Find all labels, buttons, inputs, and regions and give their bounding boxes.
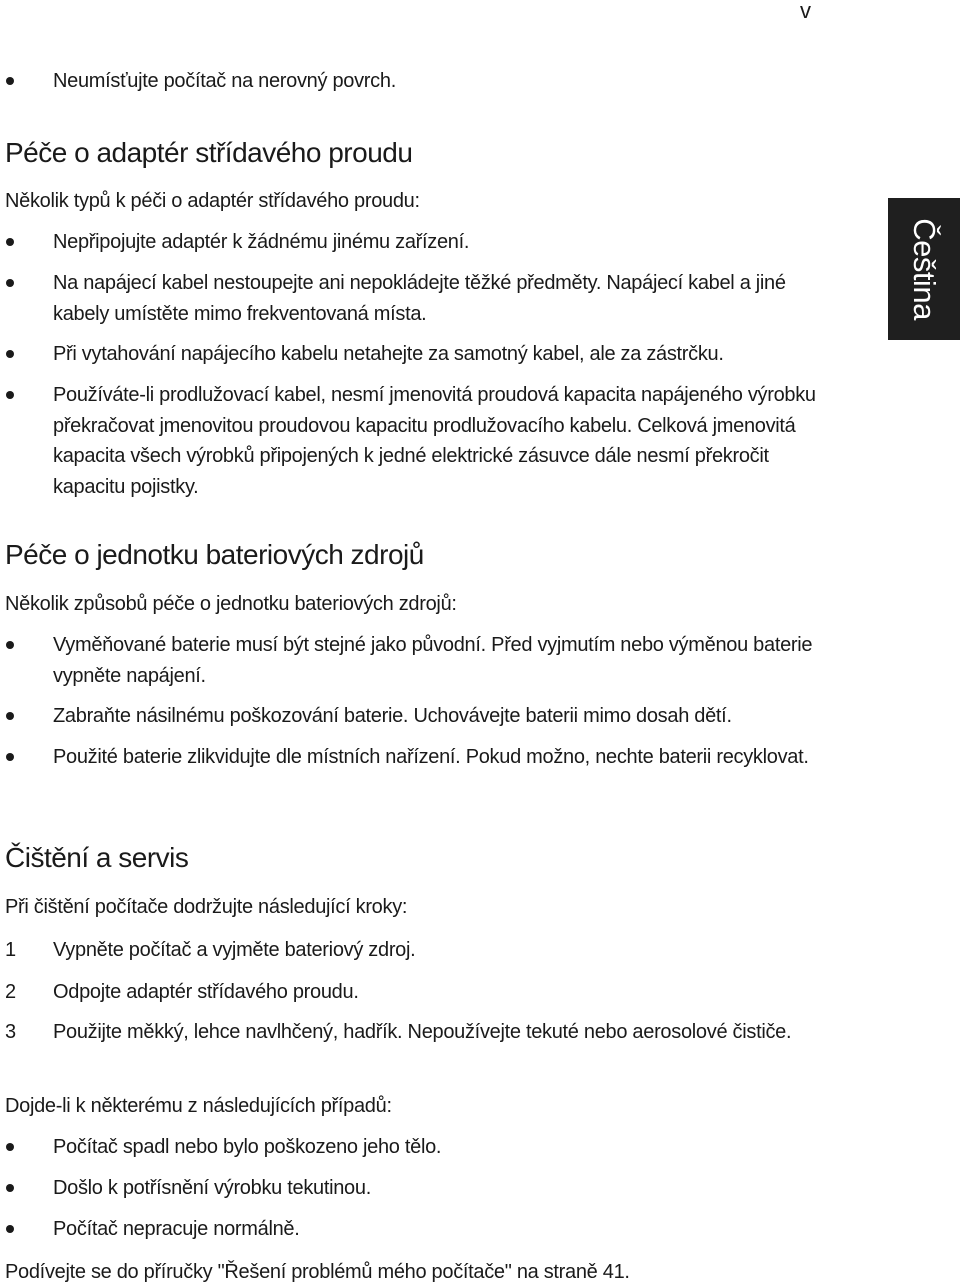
list-item-text: Vyměňované baterie musí být stejné jako původní. Před vyjmutím nebo výměnou baterie vypněte napájení. xyxy=(53,634,813,687)
page-number: v xyxy=(800,0,811,23)
list-item xyxy=(5,630,835,691)
numbered-step xyxy=(5,1017,835,1048)
cases-intro: Dojde-li k některému z následujících případů: xyxy=(5,1095,392,1117)
language-tab xyxy=(888,198,960,340)
list-item xyxy=(5,1173,835,1204)
section-intro-adapter: Několik typů k péči o adaptér střídavého proudu: xyxy=(5,190,420,212)
list-item-text: Nepřipojujte adaptér k žádnému jinému zařízení. xyxy=(53,231,470,253)
numbered-step xyxy=(5,977,835,1008)
step-text: Odpojte adaptér střídavého proudu. xyxy=(53,981,359,1003)
footer-reference: Podívejte se do příručky "Řešení problémů mého počítače" na straně 41. xyxy=(5,1261,630,1283)
list-item-text: Neumísťujte počítač na nerovný povrch. xyxy=(53,70,396,92)
section-heading-battery: Péče o jednotku bateriových zdrojů xyxy=(5,539,424,570)
list-item-text: Při vytahování napájecího kabelu netahejte za samotný kabel, ale za zástrčku. xyxy=(53,343,724,365)
language-tab-label: Čeština xyxy=(907,218,943,320)
list-item-text: Používáte-li prodlužovací kabel, nesmí jmenovitá proudová kapacita napájeného výrobku překračovat jmenovitou proudovou kapacitu prodlužovacího kabelu. Celková jmenovitá kapacita všech výrobků připojených k jedné elektrické zásuvce dále nesmí překročit kapacitu pojistky. xyxy=(53,384,816,498)
step-text: Použijte měkký, lehce navlhčený, hadřík. Nepoužívejte tekuté nebo aerosolové čističe. xyxy=(53,1021,792,1043)
section-heading-cleaning: Čištění a servis xyxy=(5,842,189,873)
step-number: 1 xyxy=(5,939,16,961)
step-number: 3 xyxy=(5,1021,16,1043)
list-item xyxy=(5,66,835,97)
list-item xyxy=(5,339,835,370)
step-text: Vypněte počítač a vyjměte bateriový zdroj. xyxy=(53,939,416,961)
list-item-text: Došlo k potřísnění výrobku tekutinou. xyxy=(53,1177,371,1199)
list-item xyxy=(5,1214,835,1245)
list-item xyxy=(5,701,835,732)
section-intro-battery: Několik způsobů péče o jednotku bateriových zdrojů: xyxy=(5,593,457,615)
list-item-text: Na napájecí kabel nestoupejte ani nepokládejte těžké předměty. Napájecí kabel a jiné kabely umístěte mimo frekventovaná místa. xyxy=(53,272,786,325)
list-item-text: Zabraňte násilnému poškozování baterie. Uchovávejte baterii mimo dosah dětí. xyxy=(53,705,732,727)
list-item xyxy=(5,1132,835,1163)
list-item xyxy=(5,227,835,258)
section-heading-adapter: Péče o adaptér střídavého proudu xyxy=(5,137,413,168)
numbered-step xyxy=(5,935,835,966)
section-intro-cleaning: Při čištění počítače dodržujte následující kroky: xyxy=(5,896,408,918)
list-item xyxy=(5,268,835,329)
list-item xyxy=(5,380,835,502)
list-item-text: Počítač spadl nebo bylo poškozeno jeho tělo. xyxy=(53,1136,442,1158)
list-item-text: Použité baterie zlikvidujte dle místních nařízení. Pokud možno, nechte baterii recyklovat. xyxy=(53,746,809,768)
list-item-text: Počítač nepracuje normálně. xyxy=(53,1218,300,1240)
list-item xyxy=(5,742,835,773)
step-number: 2 xyxy=(5,981,16,1003)
